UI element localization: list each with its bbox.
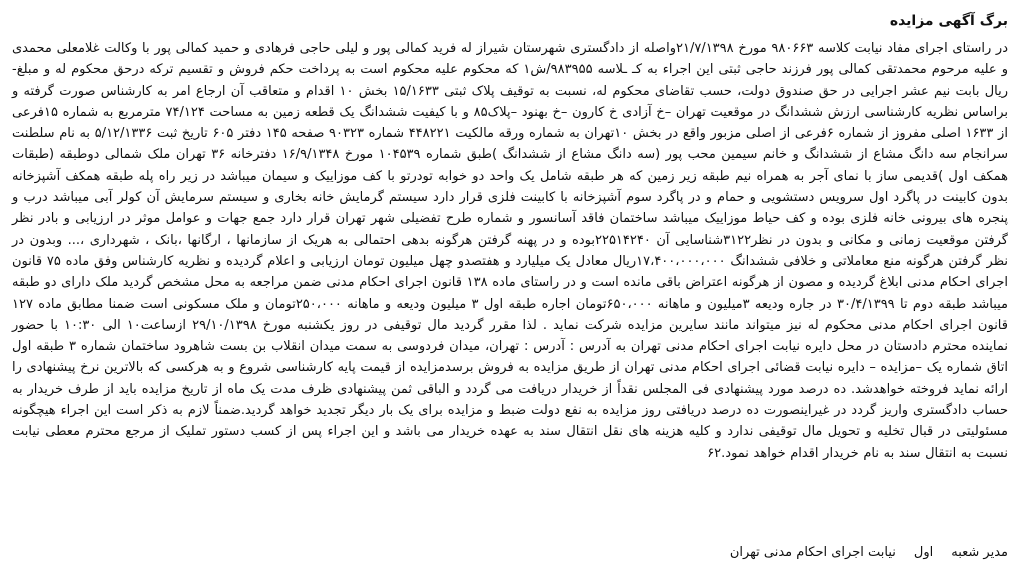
signature-role: مدیر شعبه	[951, 545, 1008, 560]
notice-body: در راستای اجرای مفاد نیابت کلاسه ۹۸۰۶۶۳ مورخ ۲۱/۷/۱۳۹۸واصله از دادگستری شهرستان شیراز له فرید کمالی پور و لیلی حاجی فرهادی و حمید کمالی پور با وکالت غلامعلی محمدی و علیه مرحوم محمدتقی کمالی پور فرزند حاجی ثبتی این اجراء به کـ ـلاسه ۹۸۳۹۵۵/ش۱ که محکوم علیه محکوم است به پرداخت حکم فروش و تقسیم ترکه درحق محکوم له و مبلغ- ریال بابت نیم عشر اجرایی در حق صندوق دولت، حسب تقاضای محکوم له، نسبت به توقیف پلاک ثبتی ۱۵/۱۶۳۳ بخش ۱۰ اقدام و متعاقب آن ارجاع امر به کارشناس صورت گرفته و براساس نظریه کارشناسی ارزش ششدانگ در موقعیت تهران –خ آزادی خ کارون –خ بهنود –پلاک۸۵ و با کیفیت ششدانگ یک قطعه زمین به مساحت ۷۴/۱۲۴ مترمربع به شماره ۱۵فرعی از ۱۶۳۳ اصلی مفروز از شماره ۶فرعی از اصلی مزبور واقع در بخش ۱۰تهران به شماره ورقه مالکیت ۴۴۸۲۲۱ شماره ۹۰۳۲۳ صفحه ۱۴۵ دفتر ۶۰۵ تاریخ ثبت ۵/۱۲/۱۳۳۶ به نام سلطنت سرانجام سه دانگ مشاع از ششدانگ و خانم سیمین محب پور (سه دانگ مشاع از ششدانگ )طبق شماره ۱۰۴۵۳۹ مورخ ۱۶/۹/۱۳۴۸ دفترخانه ۳۶ تهران ملک شمالی دوطبقه (طبقات همکف اول )قدیمی ساز با نمای آجر به همراه نیم طبقه زیر زمین که هر طبقه شامل یک واحد دو خوابه تودرتو با کف موزاییک و سیمان میباشد در زیر راه پله طبقه همکف آشپزخانه بدون کابینت در پاگرد اول سرویس دستشویی و حمام و در پاگرد سوم آشپزخانه با کابینت فلزی قرار دارد سیستم گرمایش خانه بخاری و سیستم سرمایش آن کولر آبی میباشد درب و پنجره های بیرونی خانه فلزی بوده و کف حیاط موزاییک میباشد ساختمان فاقد آسانسور و شماره طرح تفضیلی شهر تهران قرار دارد جمع جهات و عوامل موثر در ارزیابی و بادر نظر گرفتن موقعیت زمانی و مکانی و بدون در نظر۳۱۲۲شناسایی آن ۲۲۵۱۴۲۴۰بوده و در پهنه گرفتن هرگونه بدهی احتمالی به هریک از سازمانها ، ارگانها ،بانک ، شهرداری ،... وبدون در نظر گرفتن هرگونه منع معاملاتی و خلافی ششدانگ ۱۷،۴۰۰،۰۰۰،۰۰۰ریال معادل یک میلیارد و هفتصدو چهل میلیون تومان ارزیابی و اعلام گردیده و نظریه کارشناس وفق ماده ۷۵ قانون اجرای احکام مدنی ابلاغ گردیده و مصون از هرگونه اعتراض باقی مانده است و در راستای ماده ۱۳۸ قانون اجرای احکام مدنی ضمن مراجعه به محل مشخص گردید ملک دارای دو طبقه میباشد طبقه دوم تا ۳۰/۴/۱۳۹۹ در جاره ودیعه ۳میلیون و ماهانه ۶۵۰،۰۰۰تومان اجاره طبقه اول ۳ میلیون ودیعه و ماهانه ۲۵۰،۰۰۰تومان و ملک مسکونی است ضمنا مطابق ماده ۱۲۷ قانون اجرای احکام مدنی محکوم له نیز میتواند مانند سایرین مزایده شرکت نماید . لذا مقرر گردید مال توقیفی در روز یکشنبه مورخ ۲۹/۱۰/۱۳۹۸ ازساعت۱۰ الی ۱۰:۳۰ با حضور نماینده محترم دادستان در محل دایره نیابت اجرای احکام مدنی تهران به آدرس : آدرس : تهران، میدان فردوسی به سمت میدان انقلاب بن بست شاهرود ساختمان شماره ۳ طبقه اول اتاق شماره یک –مزایده – دایره نیابت قضائی اجرای احکام مدنی تهران از طریق مزایده به فروش برسدمزایده از قیمت پایه کارشناسی شروع و به هرکسی که بالاترین نرخ پیشنهادی را ارائه نماید فروخته خواهدشد. ده درصد مورد پیشنهادی فی المجلس نقداً از خریدار دریافت می گردد و الباقی ثمن پیشنهادی ظرف مدت یک ماه از تاریخ مزایده باید از طرف خریدار به حساب دادگستری واریز گردد در غیراینصورت ده درصد دریافتی روز مزایده به نفع دولت ضبط و مزایده برای یک بار دیگر تجدید خواهد گردید.ضمناً لازم به ذکر است این اجراء هیچگونه مسئولیتی در قبال تخلیه و تحویل مال توقیفی ندارد و کلیه هزینه های نقل انتقال سند به عهده خریدار می باشد و این اجراء پس از کسب دستور تملیک از مرجع محترم معطی نیابت نسبت به انتقال سند به نام خریدار اقدام خواهد نمود.۶۲	[12, 41, 1009, 461]
signature-office: نیابت اجرای احکام مدنی تهران	[729, 545, 896, 560]
notice-title: برگ آگهی مزایده	[889, 13, 1008, 29]
notice-signature	[730, 543, 1008, 563]
signature-branch: اول	[913, 545, 934, 560]
